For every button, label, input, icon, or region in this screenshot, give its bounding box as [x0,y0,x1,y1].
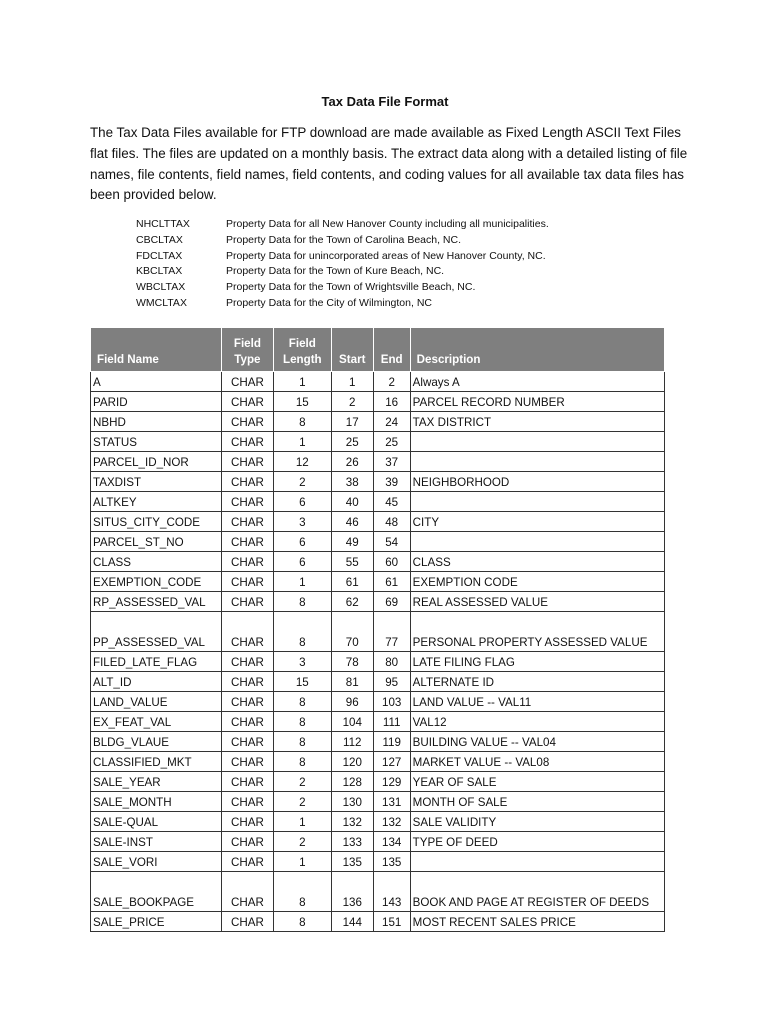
cell-field-type: CHAR [221,592,273,612]
file-code: FDCLTAX [136,249,183,262]
cell-field-name: SALE_MONTH [91,792,222,812]
cell-field-type: CHAR [221,812,273,832]
cell-end: 135 [373,852,410,872]
cell-field-length: 2 [273,472,331,492]
cell-end: 80 [373,652,410,672]
cell-field-length: 2 [273,772,331,792]
file-code: WMCLTAX [136,296,187,309]
cell-field-length: 6 [273,532,331,552]
table-body [91,372,665,932]
cell-field-type: CHAR [221,572,273,592]
file-description: Property Data for unincorporated areas of New Hanover County, NC. [226,249,546,262]
cell-end: 69 [373,592,410,612]
cell-field-name: A [91,372,222,392]
cell-description: REAL ASSESSED VALUE [410,592,664,612]
table-row [91,392,665,412]
cell-start: 81 [331,672,373,692]
cell-end: 37 [373,452,410,472]
cell-field-name: SALE-INST [91,832,222,852]
cell-field-type: CHAR [221,432,273,452]
cell-field-length: 8 [273,612,331,652]
cell-description [410,492,664,512]
table-row [91,612,665,652]
cell-description: Always A [410,372,664,392]
cell-description: EXEMPTION CODE [410,572,664,592]
table-row [91,492,665,512]
cell-field-length: 2 [273,832,331,852]
cell-field-type: CHAR [221,412,273,432]
intro-paragraph: The Tax Data Files available for FTP download are made available as Fixed Length ASCII Text Files flat files. The files are updated on a monthly basis. The extract data along with a detailed listing of file names, file contents, field names, field contents, and coding values for all available tax data files has been provided below. [90,125,688,203]
cell-field-name: SALE_VORI [91,852,222,872]
cell-field-length: 1 [273,572,331,592]
file-code: CBCLTAX [136,233,183,246]
table-row [91,572,665,592]
cell-description: MONTH OF SALE [410,792,664,812]
header-end: End [373,328,410,372]
cell-field-type: CHAR [221,752,273,772]
cell-end: 77 [373,612,410,652]
cell-field-type: CHAR [221,532,273,552]
cell-end: 127 [373,752,410,772]
file-description: Property Data for the Town of Kure Beach, NC. [226,265,445,278]
cell-description: BUILDING VALUE -- VAL04 [410,732,664,752]
cell-field-length: 3 [273,652,331,672]
cell-description [410,452,664,472]
cell-field-length: 1 [273,812,331,832]
cell-field-name: EXEMPTION_CODE [91,572,222,592]
cell-end: 39 [373,472,410,492]
file-item [136,249,549,265]
cell-start: 17 [331,412,373,432]
cell-field-type: CHAR [221,672,273,692]
cell-field-name: CLASS [91,552,222,572]
cell-field-name: ALT_ID [91,672,222,692]
cell-field-name: RP_ASSESSED_VAL [91,592,222,612]
cell-field-name: SALE_PRICE [91,912,222,932]
cell-start: 136 [331,872,373,912]
cell-field-name: SALE_BOOKPAGE [91,872,222,912]
file-item [136,280,549,296]
cell-field-length: 8 [273,912,331,932]
cell-field-length: 1 [273,432,331,452]
cell-start: 78 [331,652,373,672]
cell-start: 1 [331,372,373,392]
cell-field-name: TAXDIST [91,472,222,492]
cell-end: 54 [373,532,410,552]
cell-end: 103 [373,692,410,712]
table-row [91,552,665,572]
cell-field-type: CHAR [221,492,273,512]
cell-description: TAX DISTRICT [410,412,664,432]
cell-field-name: PP_ASSESSED_VAL [91,612,222,652]
cell-field-name: NBHD [91,412,222,432]
table-row [91,912,665,932]
cell-start: 40 [331,492,373,512]
cell-description: VAL12 [410,712,664,732]
cell-end: 45 [373,492,410,512]
table-row [91,852,665,872]
cell-field-length: 8 [273,592,331,612]
cell-field-type: CHAR [221,552,273,572]
cell-field-length: 3 [273,512,331,532]
file-description: Property Data for the Town of Carolina Beach, NC. [226,233,462,246]
cell-start: 96 [331,692,373,712]
cell-end: 61 [373,572,410,592]
table-row [91,472,665,492]
cell-description: YEAR OF SALE [410,772,664,792]
table-row [91,452,665,472]
cell-start: 130 [331,792,373,812]
cell-end: 95 [373,672,410,692]
table-row [91,372,665,392]
cell-description: TYPE OF DEED [410,832,664,852]
cell-start: 144 [331,912,373,932]
cell-start: 38 [331,472,373,492]
header-field-type: Field Type [221,328,273,372]
cell-description [410,532,664,552]
file-code: WBCLTAX [136,281,186,294]
file-item [136,217,549,233]
file-item [136,264,549,280]
file-description: Property Data for the Town of Wrightsville Beach, NC. [226,281,476,294]
cell-field-length: 6 [273,552,331,572]
cell-description: PERSONAL PROPERTY ASSESSED VALUE [410,612,664,652]
cell-end: 48 [373,512,410,532]
cell-start: 128 [331,772,373,792]
table-row [91,532,665,552]
cell-field-type: CHAR [221,792,273,812]
cell-end: 134 [373,832,410,852]
cell-field-length: 8 [273,732,331,752]
cell-description: PARCEL RECORD NUMBER [410,392,664,412]
cell-description: LAND VALUE -- VAL11 [410,692,664,712]
cell-start: 26 [331,452,373,472]
cell-start: 70 [331,612,373,652]
field-format-table [90,327,665,932]
header-description: Description [410,328,664,372]
cell-start: 25 [331,432,373,452]
cell-end: 131 [373,792,410,812]
file-description: Property Data for the City of Wilmington, NC [226,296,432,309]
file-item [136,233,549,249]
cell-field-type: CHAR [221,512,273,532]
cell-field-length: 2 [273,792,331,812]
cell-field-name: FILED_LATE_FLAG [91,652,222,672]
cell-field-type: CHAR [221,372,273,392]
file-list [136,217,549,312]
cell-field-type: CHAR [221,612,273,652]
cell-start: 104 [331,712,373,732]
file-description: Property Data for all New Hanover County including all municipalities. [226,218,549,230]
cell-description: BOOK AND PAGE AT REGISTER OF DEEDS [410,872,664,912]
table-row [91,672,665,692]
cell-field-length: 15 [273,672,331,692]
cell-field-name: PARCEL_ID_NOR [91,452,222,472]
cell-field-type: CHAR [221,732,273,752]
cell-end: 16 [373,392,410,412]
cell-start: 55 [331,552,373,572]
table-row [91,752,665,772]
header-field-name: Field Name [91,328,222,372]
header-start: Start [331,328,373,372]
table-row [91,592,665,612]
page-title: Tax Data File Format [321,94,449,109]
cell-end: 151 [373,912,410,932]
cell-end: 129 [373,772,410,792]
cell-start: 2 [331,392,373,412]
table-row [91,792,665,812]
cell-field-type: CHAR [221,652,273,672]
cell-field-name: PARID [91,392,222,412]
cell-field-type: CHAR [221,832,273,852]
cell-start: 112 [331,732,373,752]
table-row [91,812,665,832]
cell-field-type: CHAR [221,692,273,712]
cell-description: MARKET VALUE -- VAL08 [410,752,664,772]
table-row [91,432,665,452]
cell-description: ALTERNATE ID [410,672,664,692]
cell-field-type: CHAR [221,472,273,492]
cell-start: 49 [331,532,373,552]
cell-field-type: CHAR [221,912,273,932]
cell-field-length: 8 [273,872,331,912]
table-row [91,692,665,712]
cell-field-length: 1 [273,372,331,392]
table-row [91,772,665,792]
cell-field-type: CHAR [221,712,273,732]
cell-start: 133 [331,832,373,852]
table-header-row [91,328,665,372]
cell-start: 46 [331,512,373,532]
cell-end: 143 [373,872,410,912]
file-code: KBCLTAX [136,265,183,278]
cell-description: MOST RECENT SALES PRICE [410,912,664,932]
cell-field-type: CHAR [221,452,273,472]
header-field-length: Field Length [273,328,331,372]
cell-description: CLASS [410,552,664,572]
cell-field-length: 6 [273,492,331,512]
cell-field-name: CLASSIFIED_MKT [91,752,222,772]
cell-description: CITY [410,512,664,532]
cell-field-length: 15 [273,392,331,412]
table-row [91,412,665,432]
cell-start: 62 [331,592,373,612]
table-row [91,712,665,732]
cell-field-length: 12 [273,452,331,472]
table-row [91,872,665,912]
table-row [91,652,665,672]
cell-description: SALE VALIDITY [410,812,664,832]
table-row [91,732,665,752]
cell-field-type: CHAR [221,772,273,792]
cell-start: 61 [331,572,373,592]
cell-field-name: PARCEL_ST_NO [91,532,222,552]
cell-end: 60 [373,552,410,572]
cell-end: 132 [373,812,410,832]
cell-field-length: 8 [273,752,331,772]
cell-field-name: ALTKEY [91,492,222,512]
cell-end: 25 [373,432,410,452]
cell-end: 2 [373,372,410,392]
cell-field-length: 8 [273,712,331,732]
cell-end: 119 [373,732,410,752]
cell-description [410,852,664,872]
cell-field-length: 8 [273,692,331,712]
cell-start: 120 [331,752,373,772]
cell-end: 111 [373,712,410,732]
cell-end: 24 [373,412,410,432]
table-row [91,512,665,532]
cell-field-type: CHAR [221,852,273,872]
cell-field-name: SALE_YEAR [91,772,222,792]
cell-field-type: CHAR [221,872,273,912]
file-code: NHCLTTAX [136,218,190,230]
cell-field-name: STATUS [91,432,222,452]
cell-field-name: BLDG_VLAUE [91,732,222,752]
cell-start: 132 [331,812,373,832]
cell-field-name: EX_FEAT_VAL [91,712,222,732]
cell-field-type: CHAR [221,392,273,412]
cell-description: LATE FILING FLAG [410,652,664,672]
cell-description: NEIGHBORHOOD [410,472,664,492]
table-row [91,832,665,852]
cell-field-name: SALE-QUAL [91,812,222,832]
cell-field-length: 8 [273,412,331,432]
cell-field-name: SITUS_CITY_CODE [91,512,222,532]
cell-start: 135 [331,852,373,872]
cell-description [410,432,664,452]
cell-field-name: LAND_VALUE [91,692,222,712]
cell-field-length: 1 [273,852,331,872]
file-item [136,296,549,312]
